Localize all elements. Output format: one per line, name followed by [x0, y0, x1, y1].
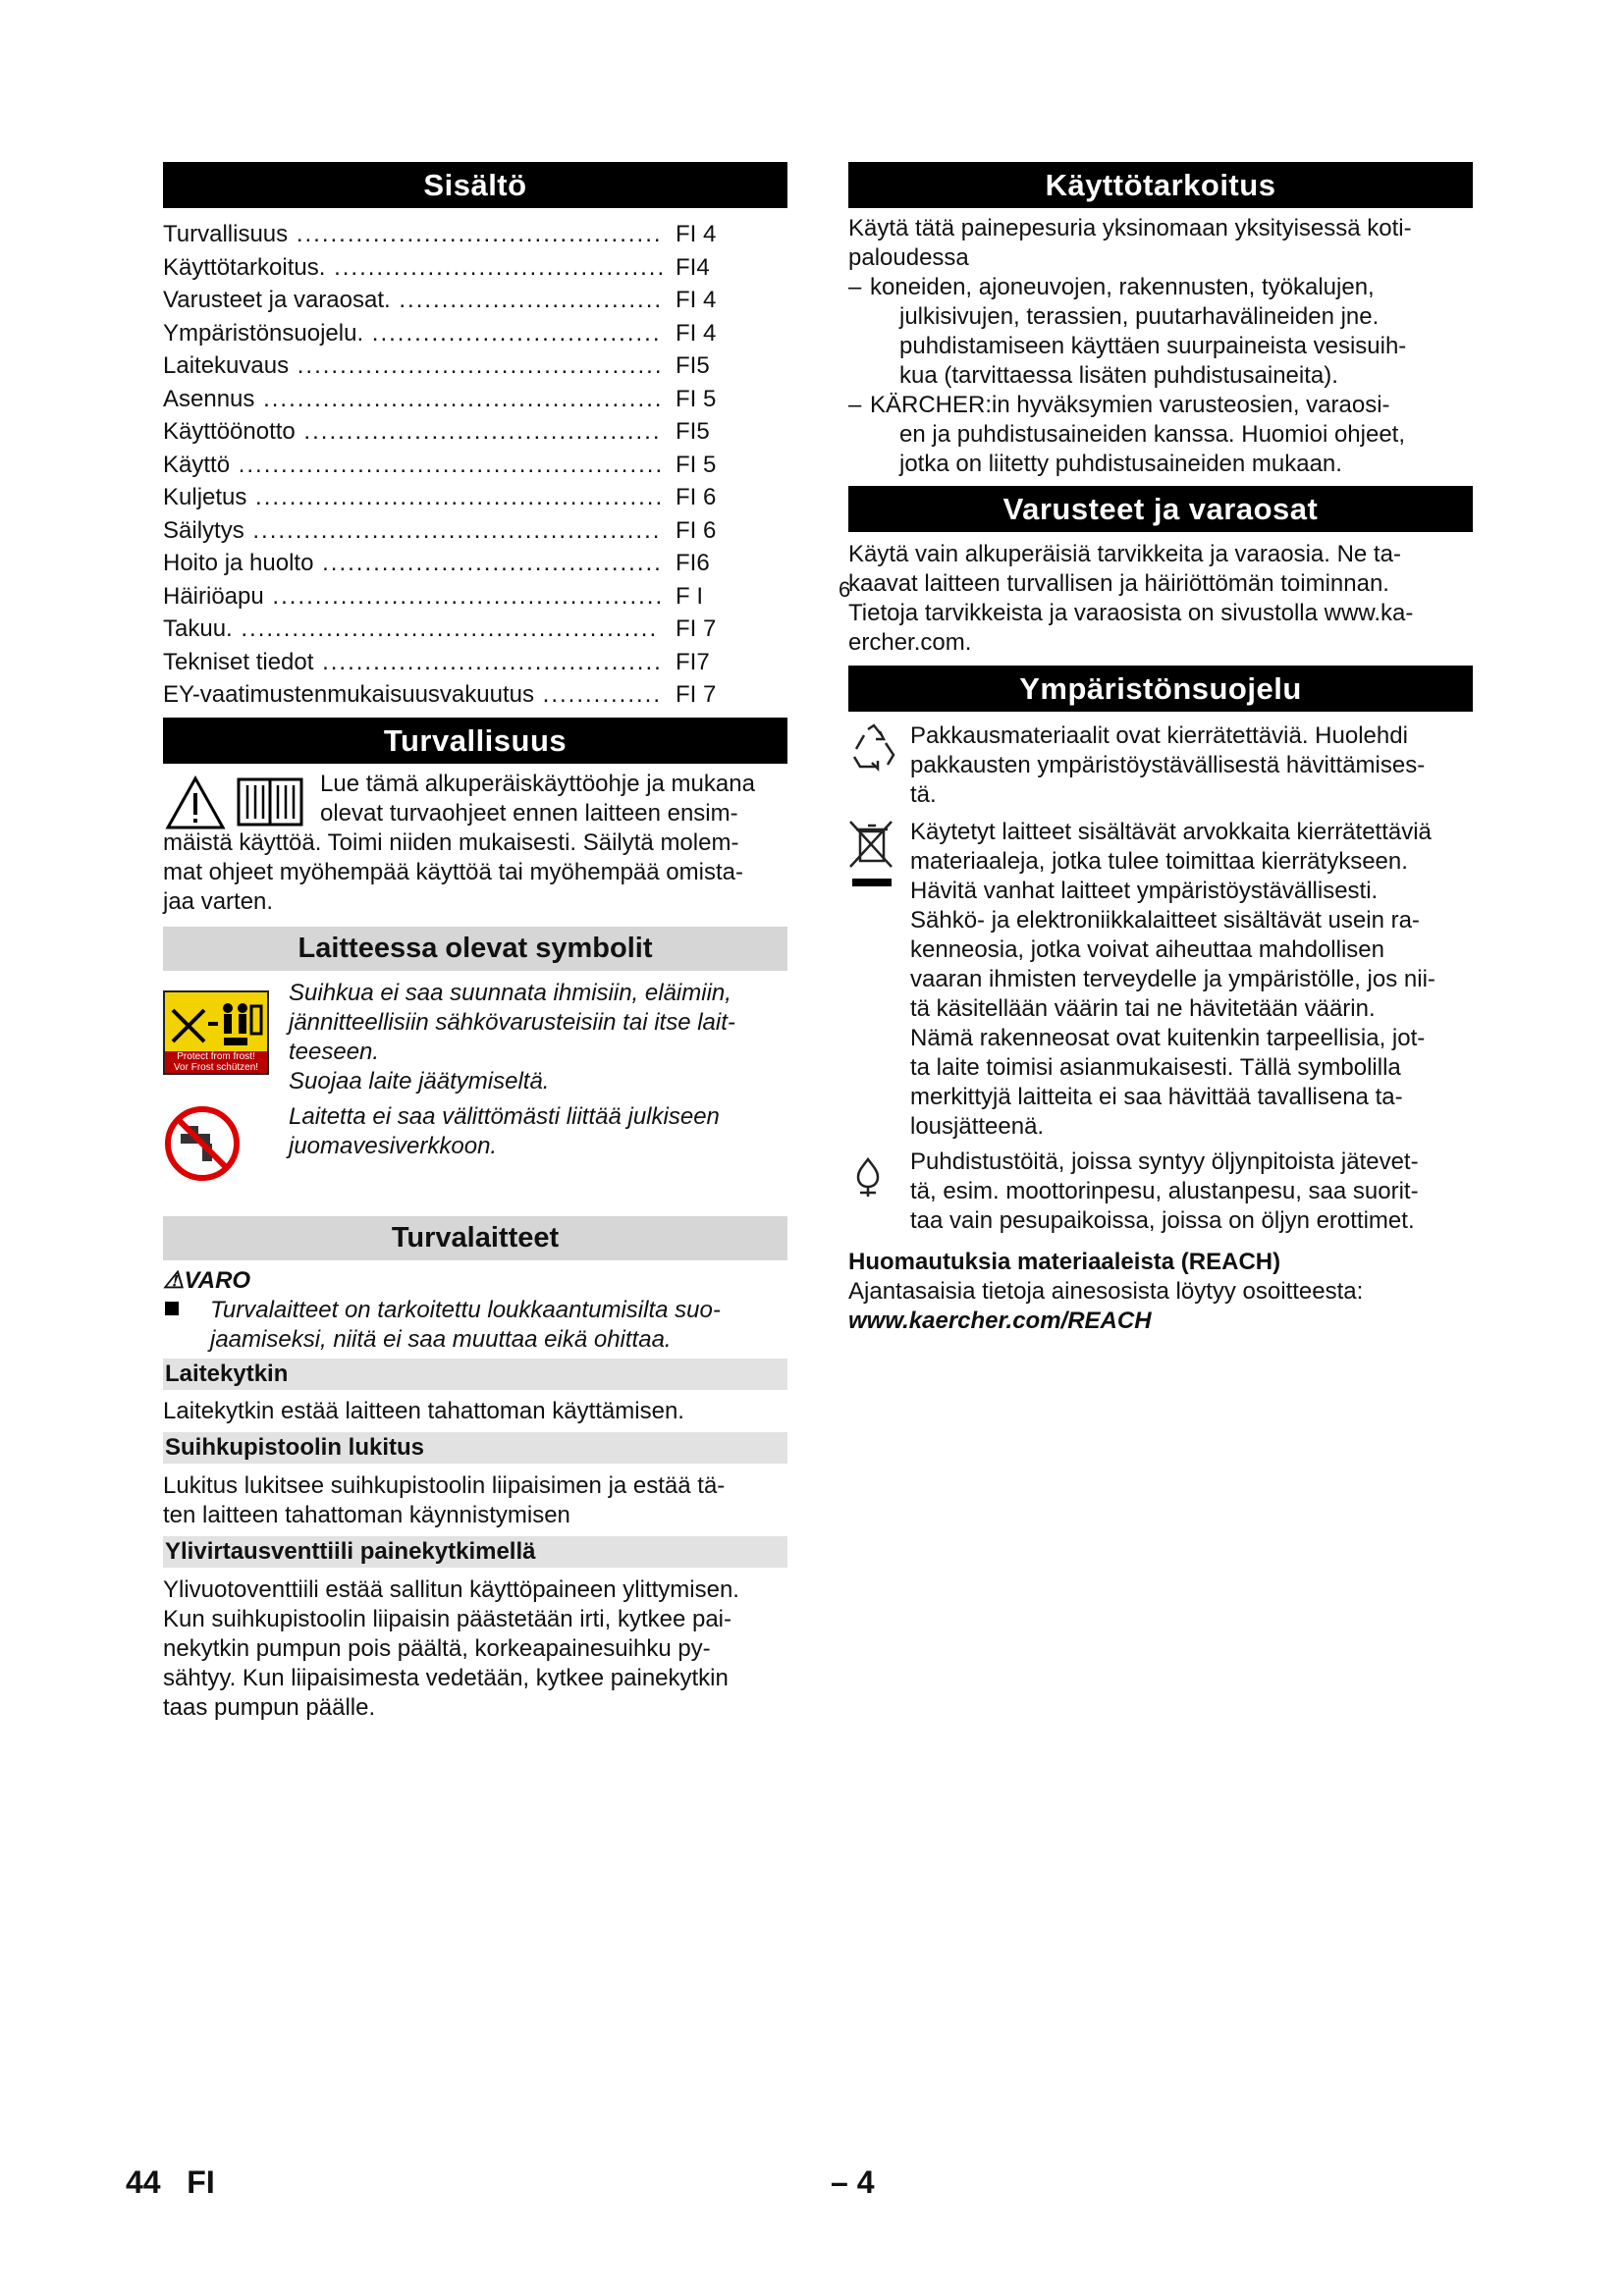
accessories-line-2: kaavat laitteen turvallisen ja häiriöttömän toiminnan. [848, 570, 1389, 597]
toc-entry-label: Asennus [163, 385, 255, 412]
purpose-item2-line-2: en ja puhdistusaineiden kanssa. Huomioi ohjeet, [899, 421, 1406, 448]
toc-entry-page: FI4 [676, 251, 710, 285]
symbol1-line-4: Suojaa laite jäätymiseltä. [289, 1067, 550, 1095]
spray-warning-label-icon [163, 990, 269, 1075]
devices-line-1: Käytetyt laitteet sisältävät arvokkaita kierrätettäviä [910, 819, 1432, 845]
symbols-block [163, 979, 787, 1185]
environment-body [848, 721, 1473, 1336]
toc-entry-page: FI 7 [676, 678, 716, 712]
toc-entry-label: Käyttötarkoitus. [163, 253, 326, 281]
purpose-item-1: – koneiden, ajoneuvojen, rakennusten, työkalujen, julkisivujen, terassien, puutarhavälineiden jne. puhdistamiseen käyttäen suurpaineista vesisuih- kua (tarvittaessa lisäten puhdistusaineita). [848, 273, 1473, 391]
devices-line-6: vaaran ihmisten terveydelle ja ympäristölle, jos nii- [910, 966, 1435, 992]
toc-entry-page: FI 7 [676, 613, 716, 646]
valve-line-2: Kun suihkupistoolin liipaisin päästetään irti, kytkee pai- [163, 1605, 731, 1632]
environment-heading: Ympäristönsuojelu [848, 666, 1473, 712]
toc-entry-label: Laitekuvaus [163, 352, 290, 379]
accessories-line-3: Tietoja tarvikkeista ja varaosista on sivustolla www.ka- [848, 600, 1414, 626]
purpose-item1-line-1: koneiden, ajoneuvojen, rakennusten, työkalujen, [870, 274, 1375, 300]
no-drinking-water-icon [163, 1104, 242, 1183]
toc-entry[interactable] [163, 613, 717, 646]
toc-entry[interactable] [163, 449, 717, 482]
toc-leader-dots: ........................................ [313, 550, 663, 576]
lock-line-1: Lukitus lukitsee suihkupistoolin liipaisimen ja estää tä- [163, 1471, 726, 1499]
warning-line-1: Turvalaitteet on tarkoitettu loukkaantumisilta suo- [210, 1296, 721, 1323]
symbol2-line-1: Laitetta ei saa välittömästi liittää julkiseen [289, 1102, 720, 1130]
accessories-line-1: Käytä vain alkuperäisiä tarvikkeita ja varaosia. Ne ta- [848, 541, 1401, 567]
purpose-item1-line-3: puhdistamiseen käyttäen suurpaineista vesisuih- [899, 333, 1407, 359]
safety-intro-line-4: mat ohjeet myöhempää käyttöä tai myöhempää omista- [163, 858, 743, 885]
purpose-heading: Käyttötarkoitus [848, 162, 1473, 208]
purpose-item1-line-2: julkisivujen, terassien, puutarhavälineiden jne. [899, 303, 1380, 330]
toc-entry-label: Kuljetus [163, 484, 247, 510]
devices-line-4: Sähkö- ja elektroniikkalaitteet sisältävät usein ra- [910, 907, 1420, 934]
valve-line-3: nekytkin pumpun pois päältä, korkeapainesuihku py- [163, 1634, 711, 1662]
packaging-line-3: tä. [910, 781, 937, 808]
left-column [163, 162, 787, 1723]
toc-entry[interactable] [163, 251, 713, 285]
manual-book-icon [236, 774, 304, 828]
crossed-bin-icon [848, 818, 899, 894]
page-language: FI [187, 2164, 215, 2200]
toc-entry[interactable] [163, 383, 717, 416]
packaging-line-1: Pakkausmateriaalit ovat kierrätettäviä. Huolehdi [910, 722, 1408, 749]
toc-entry[interactable] [163, 349, 713, 383]
toc-entry[interactable] [163, 284, 717, 317]
toc-entry[interactable] [163, 218, 717, 251]
lock-subheading: Suihkupistoolin lukitus [163, 1432, 787, 1464]
packaging-row [848, 721, 1473, 810]
toc-entry-label: Käyttö [163, 451, 231, 478]
switch-text: Laitekytkin estää laitteen tahattoman käyttämisen. [163, 1397, 684, 1424]
symbols-heading: Laitteessa olevat symbolit [163, 927, 787, 971]
purpose-intro-line-1: Käytä tätä painepesuria yksinomaan yksityisessä koti- [848, 215, 1412, 241]
devices-line-8: Nämä rakenneosat ovat kuitenkin tarpeellisia, jot- [910, 1025, 1426, 1051]
toc-entry-page: FI7 [676, 646, 710, 679]
accessories-heading: Varusteet ja varaosat [848, 486, 1473, 532]
toc-leader-dots: ................................................. [232, 615, 659, 642]
valve-line-4: sähtyy. Kun liipaisimesta vedetään, kytkee painekytkin [163, 1664, 729, 1691]
toc-leader-dots: ................................................ [244, 516, 662, 544]
accessories-line-4: ercher.com. [848, 629, 972, 656]
warning-block [163, 1266, 787, 1351]
page-number: 44 [126, 2164, 161, 2200]
toc-entry[interactable] [163, 646, 713, 679]
switch-subheading: Laitekytkin [163, 1359, 787, 1390]
toc-entry-label: Säilytys [163, 516, 244, 544]
toc-leader-dots: .......................................... [295, 418, 662, 445]
toc-entry-label: Takuu. [163, 615, 233, 642]
toc-entry-label: Tekniset tiedot [163, 648, 314, 675]
warning-triangle-icon [165, 775, 226, 830]
stray-mark: 6 [839, 577, 851, 602]
valve-line-1: Ylivuotoventtiili estää sallitun käyttöpaineen ylittymisen. [163, 1575, 739, 1603]
symbol2-line-2: juomavesiverkkoon. [289, 1132, 498, 1159]
toc-entry-page: FI 4 [676, 218, 716, 251]
safety-devices-heading: Turvalaitteet [163, 1216, 787, 1260]
recycle-icon [848, 721, 899, 773]
reach-heading: Huomautuksia materiaaleista (REACH) [848, 1249, 1281, 1275]
devices-line-7: tä käsitellään väärin tai ne hävitetään väärin. [910, 995, 1376, 1022]
valve-line-5: taas pumpun päälle. [163, 1693, 376, 1721]
toc-entry-label: Käyttöönotto [163, 418, 296, 445]
safety-intro-line-3: mäistä käyttöä. Toimi niiden mukaisesti. Säilytä molem- [163, 828, 739, 856]
oil-drop-recycle-icon [848, 1155, 888, 1199]
toc-entry-page: FI5 [676, 349, 710, 383]
toc-entry-page: F I [676, 580, 703, 614]
safety-heading: Turvallisuus [163, 718, 787, 764]
toc-entry-page: FI5 [676, 415, 710, 449]
safety-intro-block [163, 770, 787, 917]
reach-link[interactable]: www.kaercher.com/REACH [848, 1308, 1152, 1334]
toc-leader-dots: .............. [533, 681, 663, 708]
devices-line-9: ta laite toimisi asianmukaisesti. Tällä symbolilla [910, 1054, 1401, 1081]
oil-line-3: taa vain pesupaikoissa, joissa on öljyn erottimet. [910, 1207, 1415, 1234]
reach-text: Ajantasaisia tietoja ainesosista löytyy osoitteesta: [848, 1278, 1364, 1305]
label-text-2: Vor Frost schützen! [173, 1061, 259, 1073]
packaging-line-2: pakkausten ympäristöystävällisestä hävittämises- [910, 752, 1426, 778]
devices-line-11: lousjätteenä. [910, 1113, 1045, 1140]
lock-line-2: ten laitteen tahattoman käynnistymisen [163, 1501, 570, 1528]
toc-leader-dots: ........................................... [289, 352, 664, 379]
devices-line-5: kenneosia, jotka voivat aiheuttaa mahdollisen [910, 936, 1384, 963]
valve-subheading: Ylivirtausventtiili painekytkimellä [163, 1536, 787, 1568]
toc-entry-page: FI 6 [676, 514, 716, 548]
purpose-item2-line-1: KÄRCHER:in hyväksymien varusteosien, varaosi- [870, 392, 1390, 418]
toc-leader-dots: ................................................ [246, 484, 665, 510]
devices-line-3: Hävitä vanhat laitteet ympäristöystävällisesti. [910, 878, 1379, 904]
safety-intro-line-5: jaa varten. [163, 887, 274, 915]
right-column [839, 162, 1473, 1336]
toc-entry-label: Ympäristönsuojelu. [163, 319, 364, 347]
toc-heading: Sisältö [163, 162, 787, 208]
safety-intro-line-1: Lue tämä alkuperäiskäyttöohje ja mukana [320, 770, 755, 797]
toc-entry-label: Hoito ja huolto [163, 550, 314, 576]
toc-entry-page: FI 5 [676, 383, 716, 416]
purpose-item1-line-4: kua (tarvittaessa lisäten puhdistusaineita). [899, 362, 1338, 389]
toc-leader-dots: ............................... [390, 287, 664, 313]
toc-entry-label: Varusteet ja varaosat. [163, 287, 391, 313]
toc-entry[interactable] [163, 580, 713, 614]
toc-leader-dots: ........................................... [288, 221, 663, 247]
toc-leader-dots: ........................................ [313, 648, 663, 675]
toc-leader-dots: .................................. [363, 319, 662, 347]
toc-entry-label: Häiriöapu [163, 582, 264, 610]
toc-entry[interactable] [163, 547, 713, 580]
footer-center-page: – 4 [831, 2164, 875, 2200]
toc-leader-dots: ............................................... [254, 385, 664, 412]
warning-line-2: jaamiseksi, niitä ei saa muuttaa eikä ohittaa. [210, 1325, 672, 1353]
bullet-square-icon [165, 1302, 179, 1315]
footer-page-number [126, 2164, 215, 2201]
toc-entry[interactable] [163, 415, 713, 449]
symbol1-line-1: Suihkua ei saa suunnata ihmisiin, eläimiin, [289, 979, 731, 1006]
toc-entry-page: FI 6 [676, 481, 716, 514]
toc-entry-page: FI6 [676, 547, 710, 580]
toc-entry-label: Turvallisuus [163, 221, 289, 247]
purpose-item-2: – KÄRCHER:in hyväksymien varusteosien, varaosi- en ja puhdistusaineiden kanssa. Huomioi ohjeet, jotka on liitetty puhdistusaineiden mukaan. [848, 391, 1473, 479]
toc-leader-dots: .................................................. [230, 451, 665, 478]
symbol1-line-2: jännitteellisiin sähkövarusteisiin tai itse lait- [289, 1008, 735, 1036]
safety-intro-line-2: olevat turvaohjeet ennen laitteen ensim- [320, 799, 738, 827]
oil-line-1: Puhdistustöitä, joissa syntyy öljynpitoista jätevet- [910, 1148, 1419, 1175]
toc-leader-dots: ....................................... [325, 253, 667, 281]
toc-entry-page: FI 5 [676, 449, 716, 482]
toc-entry-label: EY-vaatimustenmukaisuusvakuutus [163, 681, 534, 708]
toc-entry[interactable] [163, 481, 717, 514]
toc-entry-page: FI 4 [676, 317, 716, 350]
purpose-item2-line-3: jotka on liitetty puhdistusaineiden mukaan. [899, 451, 1342, 477]
devices-line-2: materiaaleja, jotka tulee toimittaa kierrätykseen. [910, 848, 1408, 875]
small-warning-icon: ⚠ [163, 1266, 185, 1294]
symbol1-line-3: teeseen. [289, 1038, 380, 1065]
accessories-body [839, 540, 1473, 658]
toc-entry-page: FI 4 [676, 284, 716, 317]
toc-entry[interactable] [163, 678, 717, 712]
toc-entry[interactable] [163, 317, 717, 350]
purpose-intro-line-2: paloudessa [848, 244, 969, 271]
oil-line-2: tä, esim. moottorinpesu, alustanpesu, saa suorit- [910, 1178, 1419, 1204]
label-text-1: Protect from frost! [177, 1050, 255, 1062]
table-of-contents [163, 218, 787, 712]
warning-label: ⚠VARO [163, 1266, 251, 1294]
old-devices-row [848, 818, 1473, 1142]
oil-row [848, 1148, 1473, 1236]
devices-line-10: merkittyjä laitteita ei saa hävittää tavallisena ta- [910, 1084, 1403, 1110]
purpose-body [848, 214, 1473, 479]
toc-leader-dots: .............................................. [263, 582, 665, 610]
toc-entry[interactable] [163, 514, 717, 548]
